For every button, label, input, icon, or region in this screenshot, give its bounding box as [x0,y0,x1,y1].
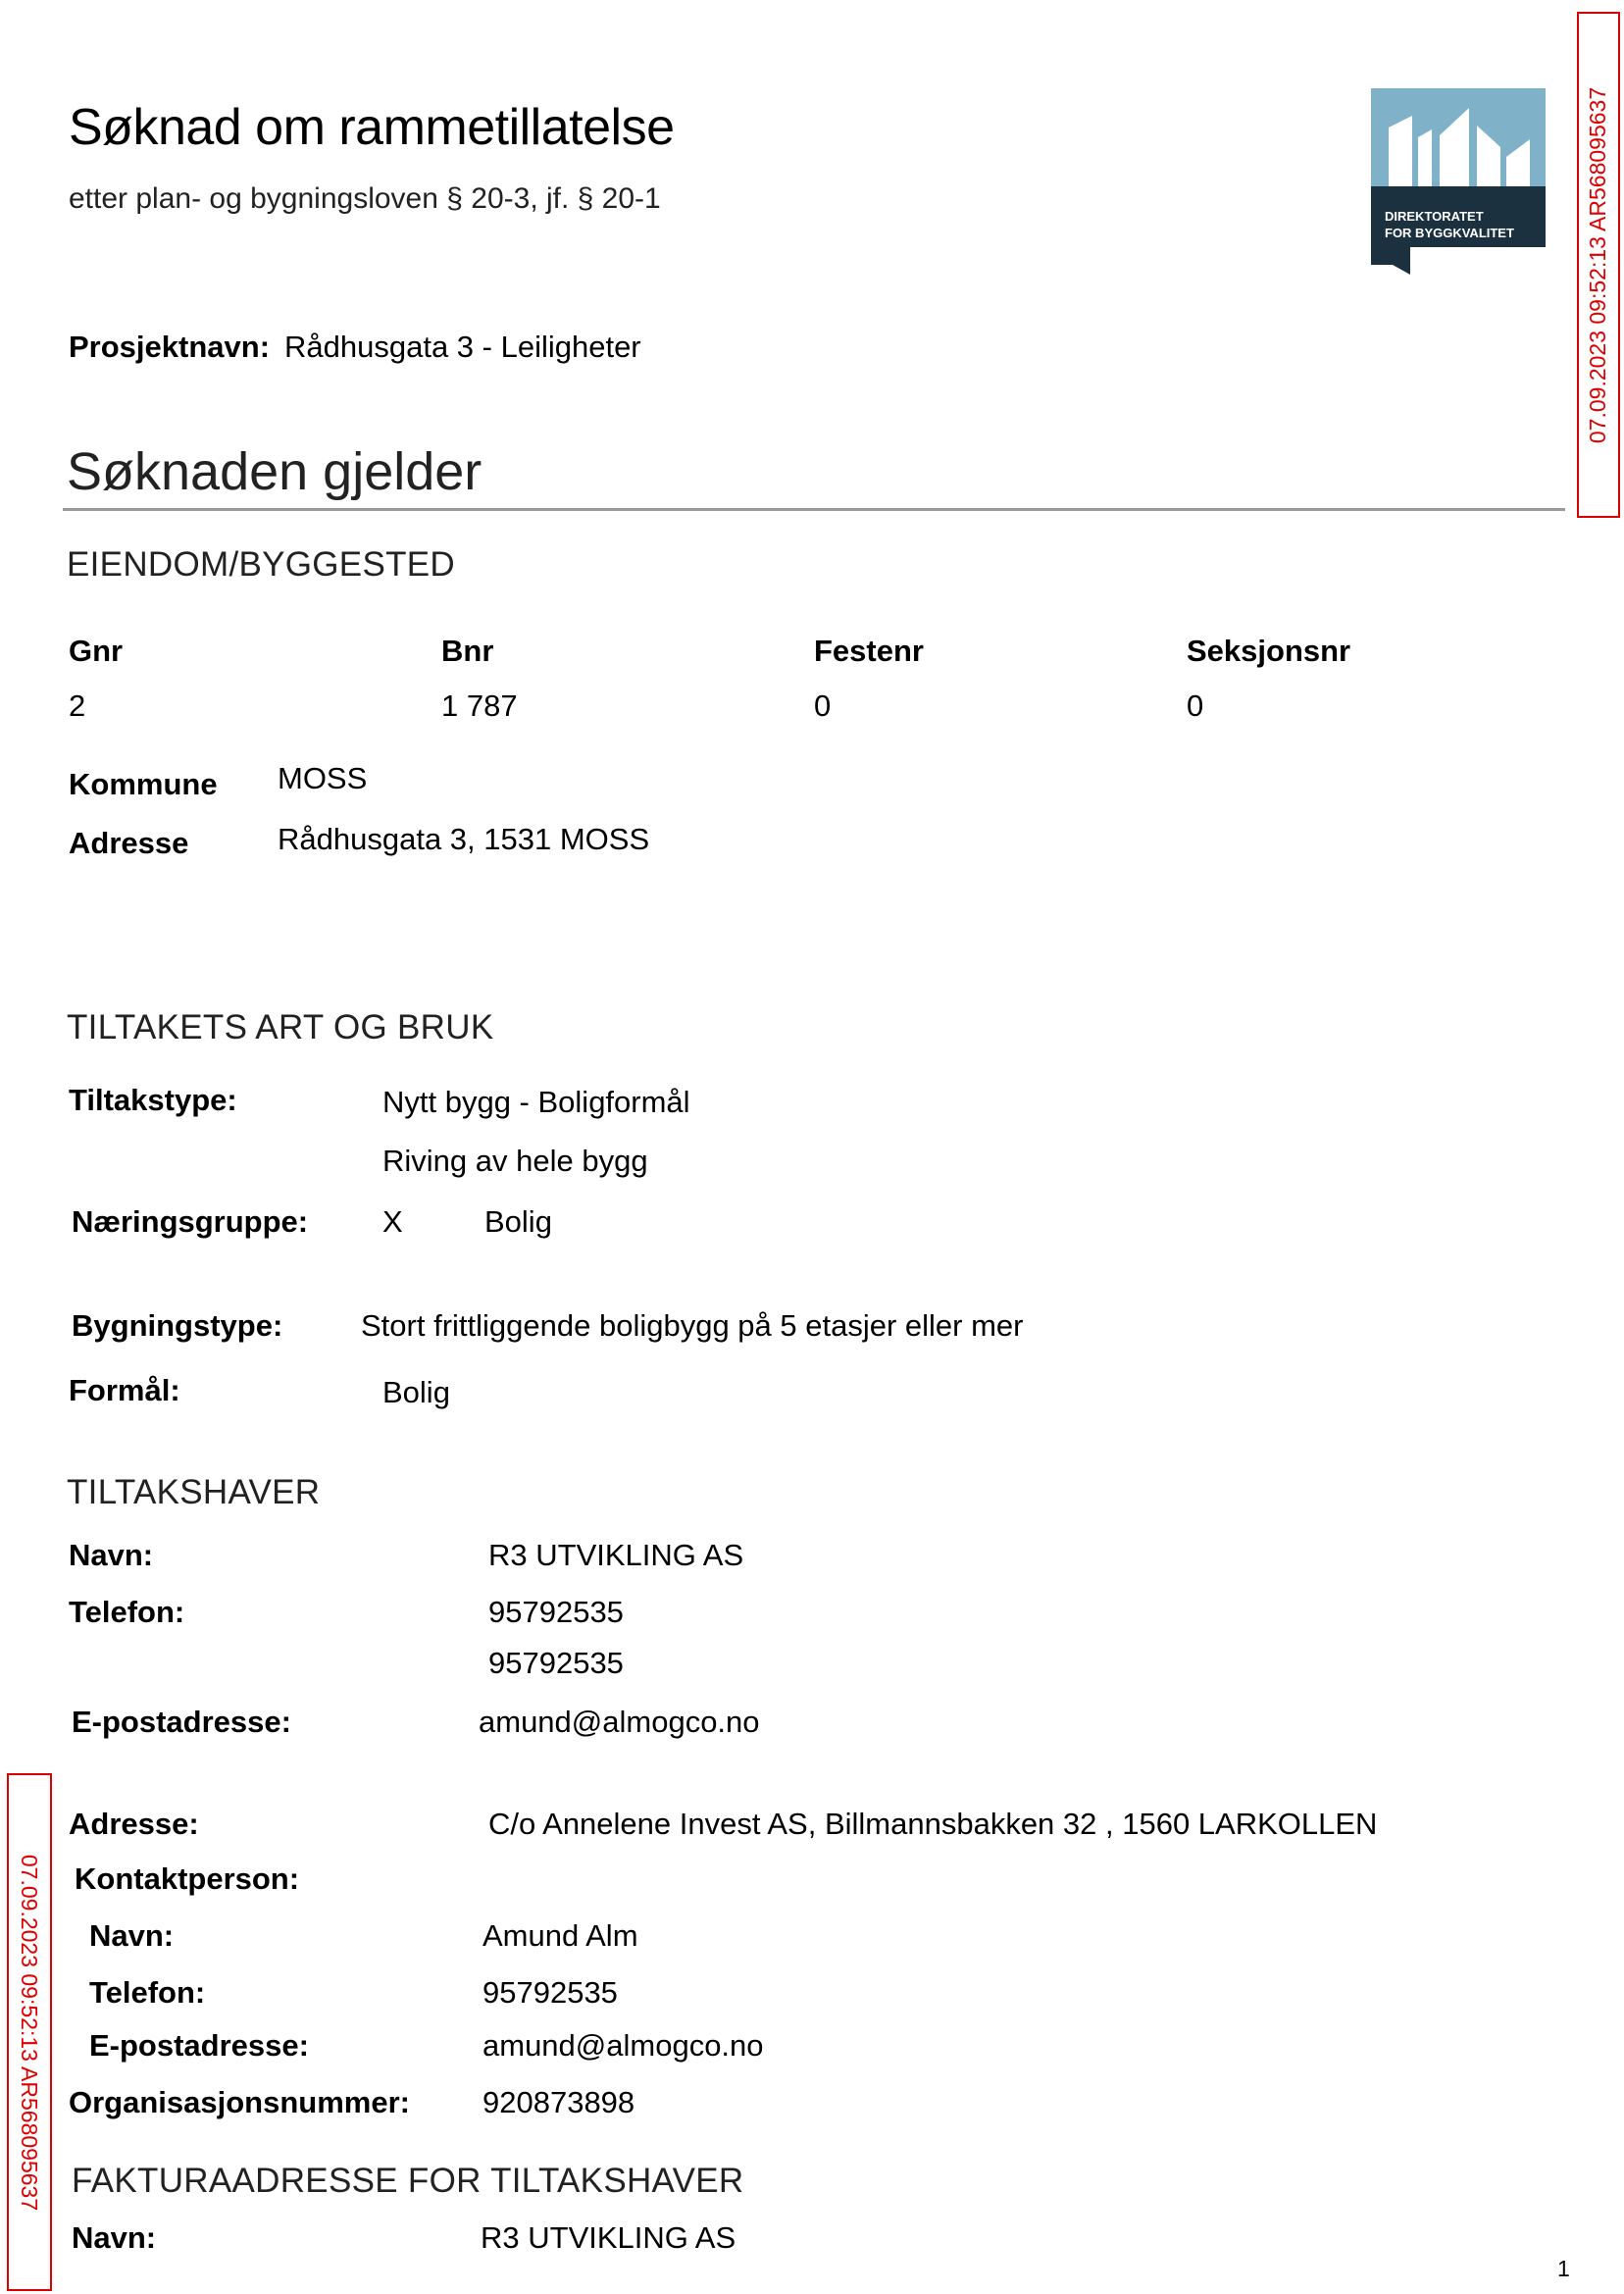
logo-text-line1: DIREKTORATET [1385,209,1484,224]
logo-text-line2: FOR BYGGKVALITET [1385,226,1514,240]
orgnr-label: Organisasjonsnummer: [69,2085,410,2119]
kontaktperson-label: Kontaktperson: [75,1861,300,1896]
adresse-label: Adresse [69,826,189,860]
tiltakshaver-heading: TILTAKSHAVER [67,1473,321,1511]
bygningstype-label: Bygningstype: [72,1308,283,1343]
value-bnr: 1 787 [441,688,518,723]
adresse-value: Rådhusgata 3, 1531 MOSS [278,822,650,856]
tiltakshaver-adresse-label: Adresse: [69,1807,199,1841]
tiltakshaver-telefon-label: Telefon: [69,1595,185,1629]
page-title: Søknad om rammetillatelse [69,99,675,156]
kontakt-telefon-value: 95792535 [482,1975,618,2010]
eiendom-heading: EIENDOM/BYGGESTED [67,545,455,584]
tiltakshaver-epost-label: E-postadresse: [72,1705,291,1739]
tiltak-heading: TILTAKETS ART OG BRUK [67,1008,494,1046]
faktura-navn-label: Navn: [72,2220,157,2255]
col-gnr: Gnr [69,634,124,668]
section-title: Søknaden gjelder [67,442,482,501]
orgnr-value: 920873898 [482,2085,635,2119]
col-festenr: Festenr [814,634,924,668]
tiltakstype-value-2: Riving av hele bygg [382,1144,648,1178]
tiltakshaver-adresse-value: C/o Annelene Invest AS, Billmannsbakken 32 , 1560 LARKOLLEN [488,1807,1378,1841]
kontakt-epost-value: amund@almogco.no [482,2028,764,2063]
tiltakshaver-navn-value: R3 UTVIKLING AS [488,1538,744,1572]
kontakt-epost-label: E-postadresse: [89,2028,309,2063]
kontakt-telefon-label: Telefon: [89,1975,206,2010]
value-seksjonsnr: 0 [1187,688,1204,723]
kommune-value: MOSS [278,761,368,795]
dibk-logo [1371,88,1546,275]
value-festenr: 0 [814,688,832,723]
tiltakshaver-epost-value: amund@almogco.no [479,1705,760,1739]
value-gnr: 2 [69,688,86,723]
kontakt-navn-value: Amund Alm [482,1918,638,1953]
formal-value: Bolig [382,1375,450,1409]
naeringsgruppe-value: Bolig [484,1204,552,1239]
col-bnr: Bnr [441,634,494,668]
section-divider [63,508,1565,511]
page-subtitle: etter plan- og bygningsloven § 20-3, jf. § 20-1 [69,182,661,215]
bygningstype-value: Stort frittliggende boligbygg på 5 etasjer eller mer [361,1308,1024,1343]
project-value: Rådhusgata 3 - Leiligheter [284,330,641,364]
faktura-heading: FAKTURAADRESSE FOR TILTAKSHAVER [72,2162,744,2200]
timestamp-stamp-left: 07.09.2023 09:52:13 AR568095637 [7,1773,52,2291]
project-label: Prosjektnavn: [69,330,271,364]
tiltakshaver-telefon-value-2: 95792535 [488,1646,624,1680]
tiltakstype-label: Tiltakstype: [69,1083,237,1117]
kommune-label: Kommune [69,767,218,801]
naeringsgruppe-code: X [382,1204,403,1239]
timestamp-stamp-right: 07.09.2023 09:52:13 AR568095637 [1577,12,1620,518]
col-seksjonsnr: Seksjonsnr [1187,634,1351,668]
formal-label: Formål: [69,1373,180,1407]
tiltakstype-value-1: Nytt bygg - Boligformål [382,1085,690,1119]
tiltakshaver-telefon-value-1: 95792535 [488,1595,624,1629]
tiltakshaver-navn-label: Navn: [69,1538,154,1572]
naeringsgruppe-label: Næringsgruppe: [72,1204,309,1239]
faktura-navn-value: R3 UTVIKLING AS [481,2220,736,2255]
kontakt-navn-label: Navn: [89,1918,175,1953]
page-number: 1 [1557,2256,1570,2281]
